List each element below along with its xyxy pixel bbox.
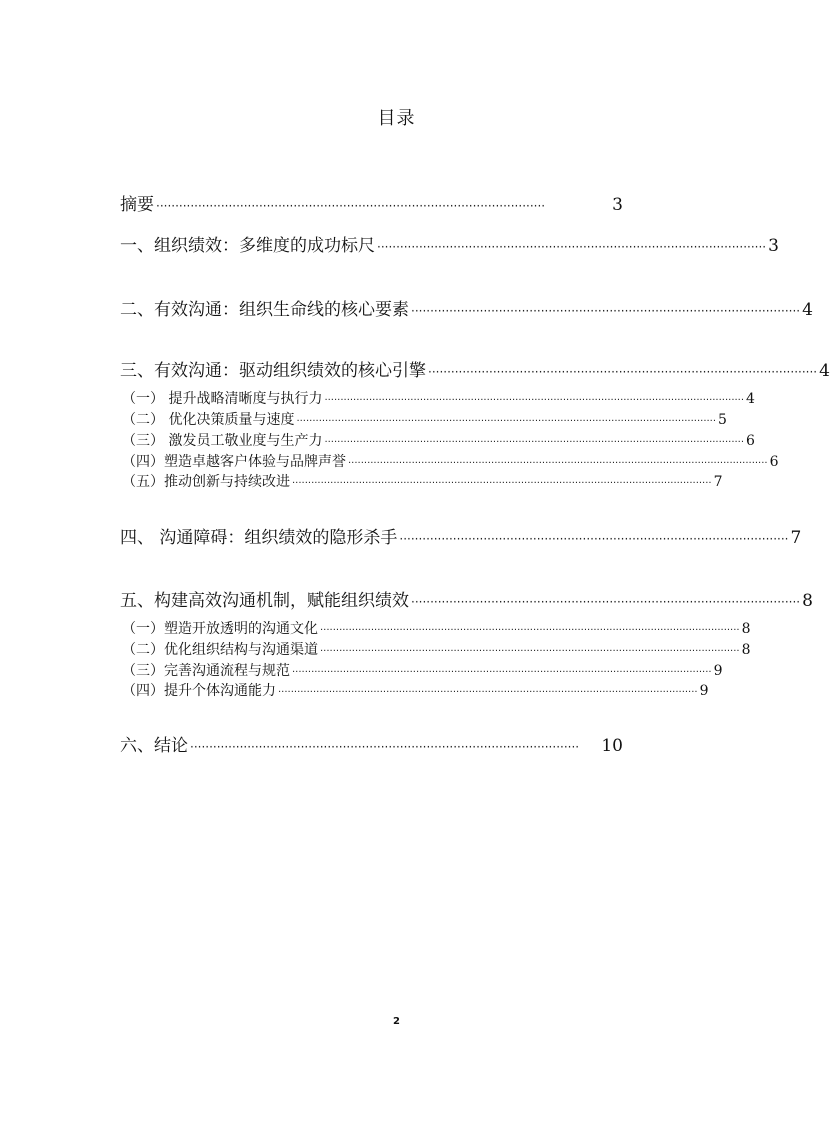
- toc-entry-text: （三）完善沟通流程与规范: [122, 663, 290, 679]
- dot-leader: ····································································································································: [348, 458, 768, 469]
- toc-entry-page: 6: [746, 433, 755, 449]
- dot-leader: ······································································································: [411, 595, 801, 609]
- toc-entry-page: 8: [741, 642, 751, 658]
- toc-entry-section-5-4[interactable]: [122, 680, 709, 700]
- toc-entry-section-5-1[interactable]: [122, 618, 751, 638]
- toc-entry-text: （三） 激发员工敬业度与生产力: [122, 433, 323, 449]
- toc-entry-section-5-2[interactable]: [122, 639, 751, 659]
- toc-entry-section-3-1[interactable]: [122, 388, 755, 408]
- dot-leader: ······································································································: [190, 740, 580, 754]
- toc-entry-page: 6: [769, 454, 779, 470]
- toc-entry-section-3-2[interactable]: [122, 409, 727, 429]
- toc-title: 目录: [377, 108, 416, 129]
- toc-entry-text: （五）推动创新与持续改进: [122, 474, 290, 490]
- toc-entry-page: 4: [746, 391, 755, 407]
- toc-entry-abstract[interactable]: [120, 190, 623, 215]
- dot-leader: ······································································································: [156, 199, 546, 213]
- toc-entry-text: 摘要: [120, 195, 154, 215]
- toc-entry-page: 4: [819, 361, 830, 381]
- toc-entry-text: （四）塑造卓越客户体验与品牌声誉: [122, 454, 346, 470]
- dot-leader: ····································································································································: [292, 478, 712, 489]
- dot-leader: ····································································································································: [324, 437, 745, 448]
- toc-entry-page: 7: [713, 474, 723, 490]
- toc-entry-text: （一） 提升战略清晰度与执行力: [122, 391, 323, 407]
- toc-entry-text: （二） 优化决策质量与速度: [122, 412, 295, 428]
- toc-entry-page: 9: [713, 663, 723, 679]
- toc-entry-section-3-4[interactable]: [122, 451, 779, 471]
- toc-entry-section-2[interactable]: [120, 295, 813, 320]
- dot-leader: ····································································································································: [320, 625, 740, 636]
- toc-entry-page: 10: [601, 736, 623, 756]
- toc-entry-page: 4: [802, 300, 813, 320]
- toc-entry-page: 3: [612, 195, 623, 215]
- toc-entry-section-6[interactable]: [120, 731, 623, 756]
- toc-entry-text: 四、 沟通障碍：组织绩效的隐形杀手: [120, 528, 398, 548]
- toc-entry-page: 3: [768, 236, 779, 256]
- dot-leader: ····································································································································: [320, 646, 740, 657]
- dot-leader: ····································································································································: [324, 395, 745, 406]
- dot-leader: ······································································································: [411, 304, 801, 318]
- toc-entry-section-3-5[interactable]: [122, 471, 723, 491]
- toc-entry-text: 三、有效沟通：驱动组织绩效的核心引擎: [120, 361, 426, 381]
- dot-leader: ····································································································································: [292, 667, 712, 678]
- toc-entry-text: （二）优化组织结构与沟通渠道: [122, 642, 318, 658]
- dot-leader: ······································································································: [377, 240, 767, 254]
- toc-entry-text: 一、组织绩效：多维度的成功标尺: [120, 236, 375, 256]
- toc-entry-page: 5: [718, 412, 727, 428]
- dot-leader: ····································································································································: [278, 687, 698, 698]
- page-number: 2: [393, 1016, 400, 1027]
- toc-entry-section-4[interactable]: [120, 523, 802, 548]
- dot-leader: ······································································································: [428, 365, 818, 379]
- toc-entry-section-3[interactable]: [120, 356, 830, 381]
- dot-leader: ····································································································································: [296, 416, 717, 427]
- toc-entry-page: 8: [741, 621, 751, 637]
- toc-entry-page: 7: [790, 528, 802, 548]
- toc-entry-page: 9: [699, 683, 709, 699]
- toc-entry-section-3-3[interactable]: [122, 430, 755, 450]
- toc-entry-text: （一）塑造开放透明的沟通文化: [122, 621, 318, 637]
- toc-entry-text: 五、构建高效沟通机制，赋能组织绩效: [120, 591, 409, 611]
- dot-leader: ······································································································: [399, 532, 789, 546]
- toc-entry-section-5[interactable]: [120, 586, 813, 611]
- toc-entry-text: 二、有效沟通：组织生命线的核心要素: [120, 300, 409, 320]
- toc-entry-text: 六、结论: [120, 736, 188, 756]
- toc-entry-page: 8: [802, 591, 813, 611]
- toc-entry-section-1[interactable]: [120, 231, 779, 256]
- toc-entry-section-5-3[interactable]: [122, 660, 723, 680]
- toc-entry-text: （四）提升个体沟通能力: [122, 683, 276, 699]
